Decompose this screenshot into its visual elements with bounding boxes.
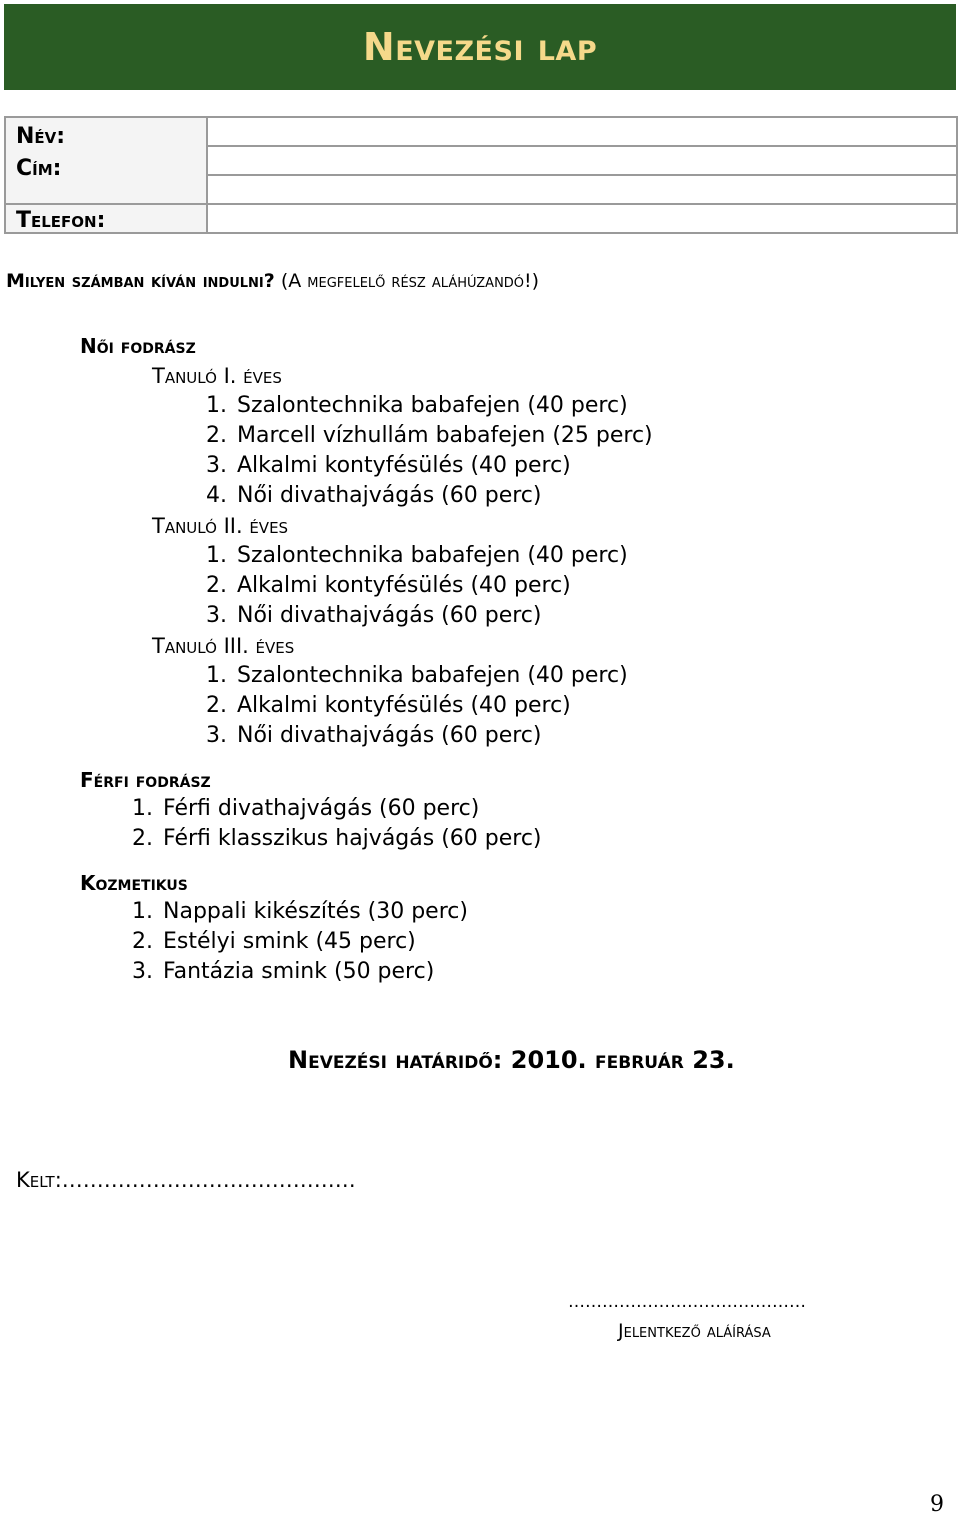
- title-banner: [4, 4, 956, 90]
- group-tanulo-3-label: Tanuló III. éves: [152, 634, 295, 658]
- group-tanulo-2-list: [190, 541, 628, 631]
- applicant-info-table: [4, 116, 958, 234]
- list-item[interactable]: 2. Alkalmi kontyfésülés (40 perc): [206, 573, 571, 598]
- name-label: Név:: [16, 124, 66, 149]
- list-item[interactable]: 3. Alkalmi kontyfésülés (40 perc): [206, 453, 571, 478]
- kelt-label: Kelt:: [16, 1168, 62, 1192]
- deadline-text: Nevezési határidő: 2010. február 23.: [288, 1046, 735, 1074]
- question-main: Milyen számban kíván indulni?: [6, 270, 275, 292]
- list-item[interactable]: 3. Női divathajvágás (60 perc): [206, 603, 542, 628]
- list-item[interactable]: 2. Estélyi smink (45 perc): [132, 929, 416, 954]
- section-ferfi-fodrasz-list: [116, 794, 542, 854]
- address-field-2[interactable]: [207, 175, 957, 204]
- kelt-dots: ……………………………………: [61, 1168, 356, 1192]
- phone-label-cell: [5, 204, 207, 233]
- section-kozmetikus-list: [116, 897, 468, 987]
- list-item[interactable]: 3. Fantázia smink (50 perc): [132, 959, 435, 984]
- signature-label: Jelentkező aláírása: [618, 1320, 771, 1342]
- page-title: Nevezési lap: [362, 25, 598, 69]
- question-note: (A megfelelő rész aláhúzandó!): [274, 270, 540, 292]
- list-item[interactable]: 1. Szalontechnika babafejen (40 perc): [206, 543, 628, 568]
- list-item[interactable]: 1. Férfi divathajvágás (60 perc): [132, 796, 480, 821]
- section-kozmetikus-title: Kozmetikus: [80, 871, 188, 895]
- section-noi-fodrasz-title: Női fodrász: [80, 334, 196, 358]
- phone-field[interactable]: [207, 204, 957, 233]
- kelt-line[interactable]: [16, 1168, 356, 1192]
- group-tanulo-1-label: Tanuló I. éves: [152, 364, 282, 388]
- signature-line[interactable]: ……………………………………: [568, 1292, 806, 1312]
- name-address-label-cell: [5, 117, 207, 204]
- list-item[interactable]: 1. Szalontechnika babafejen (40 perc): [206, 393, 628, 418]
- group-tanulo-1-list: [190, 391, 653, 511]
- category-question: [6, 270, 539, 292]
- list-item[interactable]: 1. Szalontechnika babafejen (40 perc): [206, 663, 628, 688]
- list-item[interactable]: 2. Marcell vízhullám babafejen (25 perc): [206, 423, 653, 448]
- list-item[interactable]: 3. Női divathajvágás (60 perc): [206, 723, 542, 748]
- list-item[interactable]: 1. Nappali kikészítés (30 perc): [132, 899, 468, 924]
- list-item[interactable]: 2. Alkalmi kontyfésülés (40 perc): [206, 693, 571, 718]
- address-label: Cím:: [16, 156, 62, 181]
- section-ferfi-fodrasz-title: Férfi fodrász: [80, 768, 211, 792]
- page-number: 9: [930, 1492, 944, 1517]
- group-tanulo-2-label: Tanuló II. éves: [152, 514, 289, 538]
- phone-label: Telefon:: [16, 208, 106, 233]
- address-field[interactable]: [207, 146, 957, 175]
- list-item[interactable]: 2. Férfi klasszikus hajvágás (60 perc): [132, 826, 542, 851]
- list-item[interactable]: 4. Női divathajvágás (60 perc): [206, 483, 542, 508]
- name-field[interactable]: [207, 117, 957, 146]
- group-tanulo-3-list: [190, 661, 628, 751]
